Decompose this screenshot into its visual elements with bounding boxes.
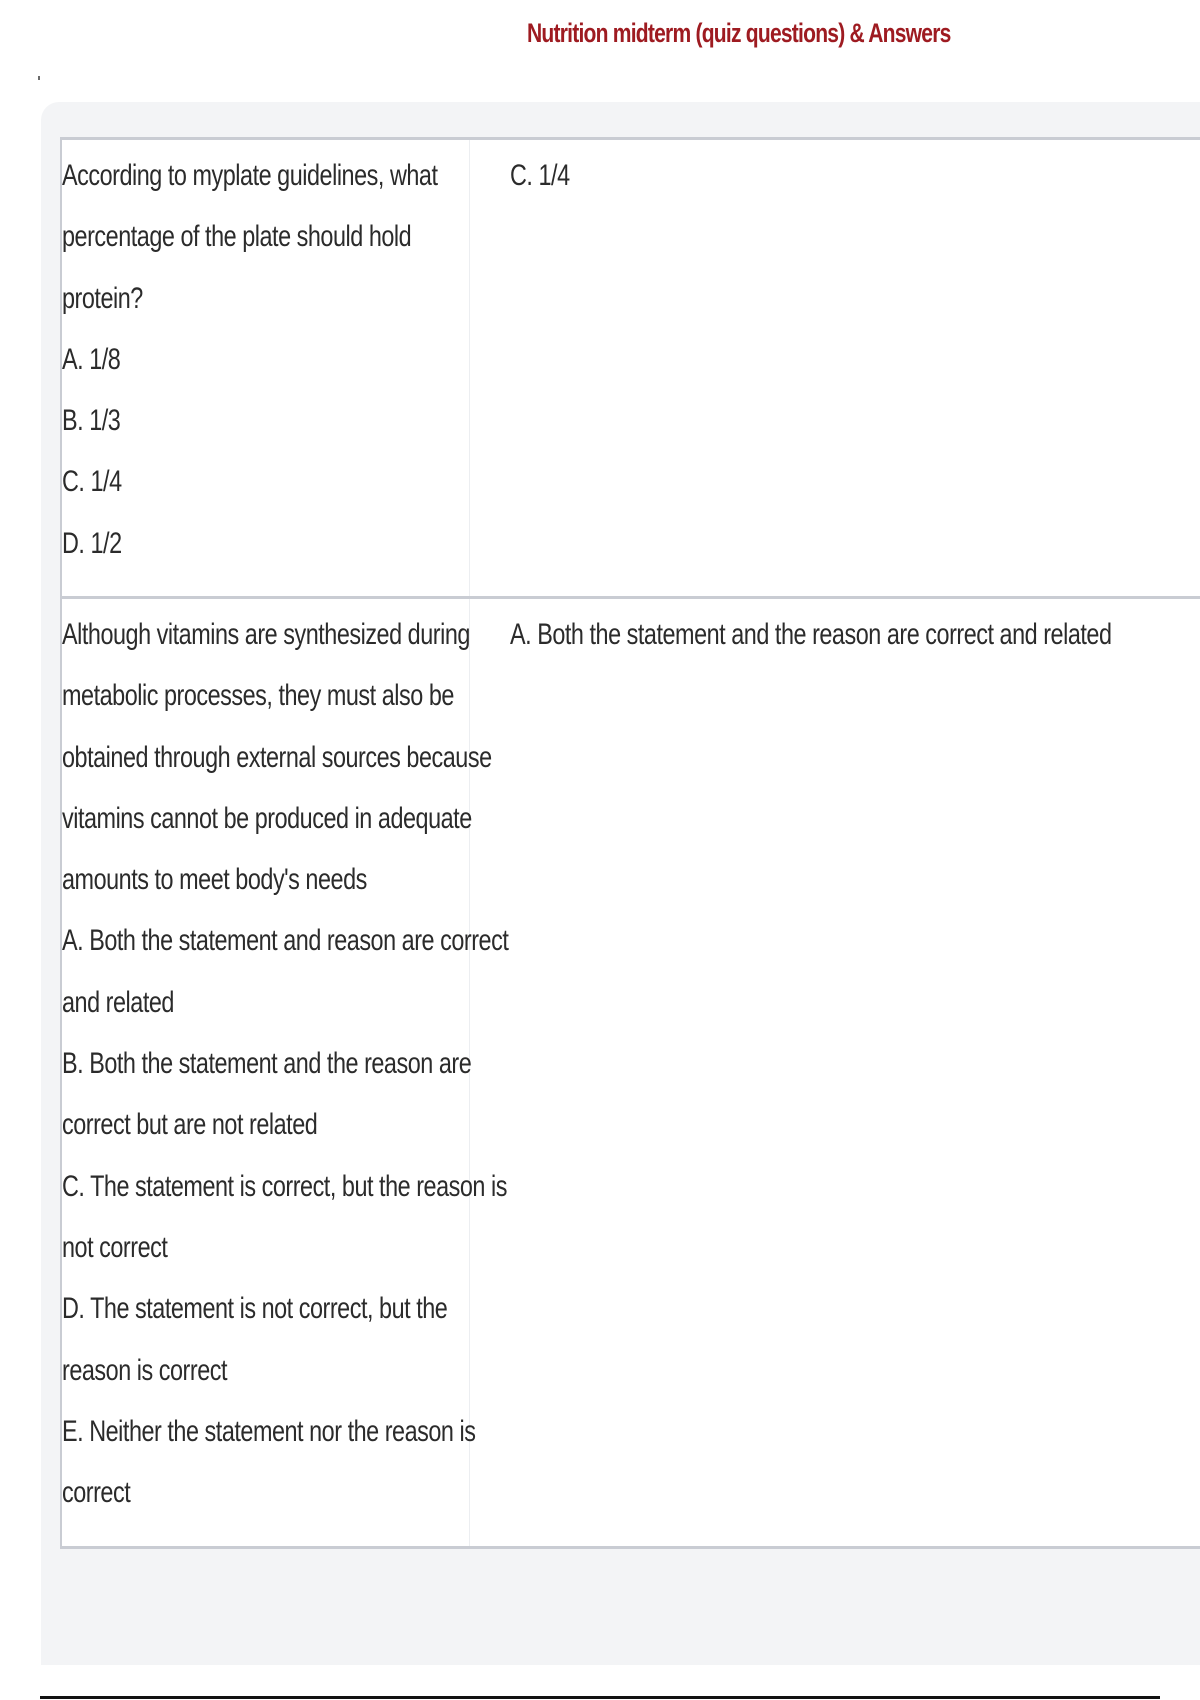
option-line: A. 1/8 bbox=[62, 342, 121, 376]
question-line: amounts to meet body's needs bbox=[62, 863, 367, 897]
option-line: C. 1/4 bbox=[62, 465, 122, 499]
option-line: D. The statement is not correct, but the bbox=[62, 1292, 448, 1326]
answer-cell bbox=[470, 140, 1200, 596]
qa-row bbox=[60, 137, 1200, 599]
qa-row bbox=[60, 596, 1200, 1549]
option-line: D. 1/2 bbox=[62, 526, 122, 560]
option-line: B. Both the statement and the reason are bbox=[62, 1047, 472, 1081]
page-bottom-rule bbox=[40, 1696, 1160, 1699]
document-title: Nutrition midterm (quiz questions) & Answers bbox=[527, 18, 951, 48]
option-line: B. 1/3 bbox=[62, 404, 121, 438]
margin-mark bbox=[38, 76, 40, 80]
option-line: E. Neither the statement nor the reason is bbox=[62, 1414, 476, 1448]
question-line: metabolic processes, they must also be bbox=[62, 679, 454, 713]
option-line: A. Both the statement and reason are correct bbox=[62, 924, 509, 958]
question-cell bbox=[62, 140, 470, 596]
option-line: and related bbox=[62, 985, 174, 1019]
answer-cell bbox=[470, 599, 1200, 1546]
option-line: not correct bbox=[62, 1230, 168, 1264]
answer-text: A. Both the statement and the reason are correct and related bbox=[510, 618, 1112, 651]
question-cell bbox=[62, 599, 509, 1546]
question-line: Although vitamins are synthesized during bbox=[62, 618, 470, 651]
question-line: obtained through external sources because bbox=[62, 740, 492, 774]
question-line: percentage of the plate should hold bbox=[62, 220, 412, 254]
question-line: vitamins cannot be produced in adequate bbox=[62, 801, 472, 835]
question-line: protein? bbox=[62, 281, 143, 315]
option-line: correct bbox=[62, 1476, 131, 1510]
question-line: According to myplate guidelines, what bbox=[62, 159, 438, 192]
option-line: correct but are not related bbox=[62, 1108, 318, 1142]
answer-text: C. 1/4 bbox=[510, 159, 570, 192]
option-line: C. The statement is correct, but the reason is bbox=[62, 1169, 507, 1203]
option-line: reason is correct bbox=[62, 1353, 228, 1387]
